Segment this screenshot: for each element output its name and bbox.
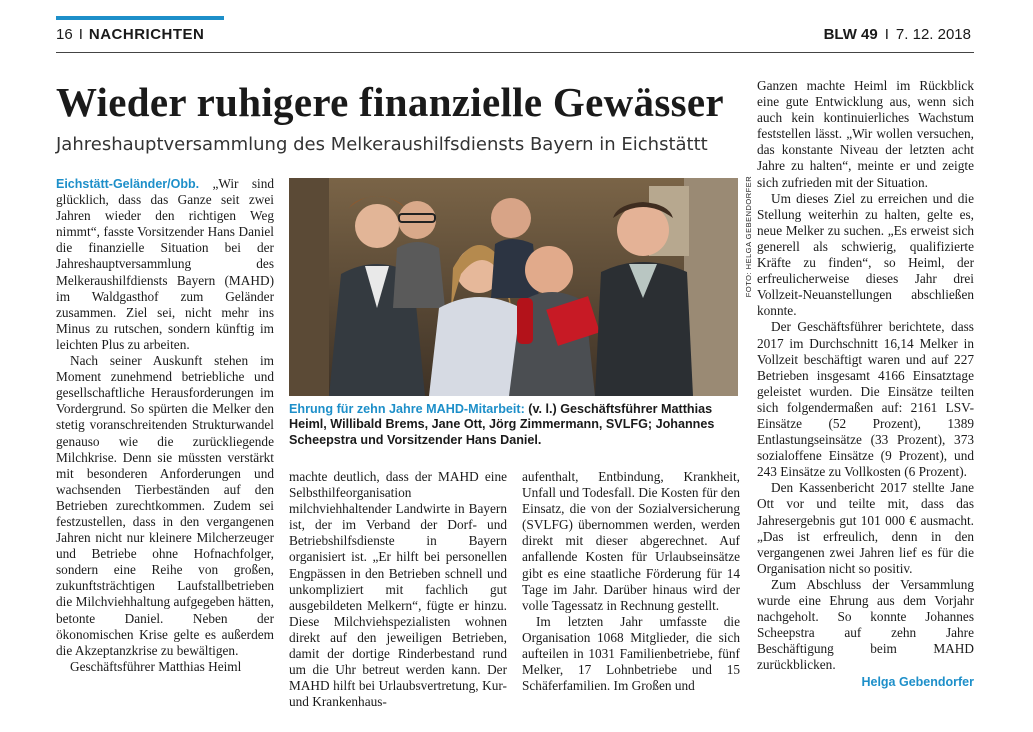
article-paragraph: Den Kassenbericht 2017 stellte Jane Ott vor und teilte mit, dass das Jahresergebnis gut 101 000 € ausmacht. „Das ist erfreulich, denn in den vergangenen zwei Jahren lief es für die Organisation nicht so positiv. (757, 480, 974, 576)
article-paragraph: Nach seiner Auskunft stehen im Moment zunehmend betriebliche und gesellschaftliche Herausforderungen im Vordergrund. So spürten die Melker den stetig voranschreitenden Strukturwandel genauso wie die zurückliegende Milchkrise. Denn sie müssten verstärkt mit besonderen Anforderungen und wachsenden Tierbeständen auf den Betrieben zurechtkommen. Zudem sei festzustellen, dass in den vergangenen Jahren nicht nur kleinere Milcherzeuger und Betriebe ohne Hofnachfolger, sondern eine Reihe von großen, zukunftsträchtigen Laufstallbetrieben die Milchviehhaltung aufgegeben hätten, betonte Daniel. Neben der ökonomischen Krise gelte es außerdem die Akzeptanzkrise zu bewältigen. (56, 353, 274, 658)
paragraph-text: „Wir sind glücklich, dass das Ganze seit zwei Jahren wieder den richtigen Weg nimmt“, fasste Vorsitzender Hans Daniel die finanzielle Situation bei der Jahreshauptversammlung des Melkeraushilfdiensts Bayern (MAHD) im Waldgasthof zum Geländer zusammen. Ziel sei, nicht mehr ins Minus zu rutschen, sondern künftig im leichten Plus zu arbeiten. (56, 176, 274, 352)
article-title: Wieder ruhigere finanzielle Gewässer (56, 79, 724, 125)
article-paragraph (56, 176, 274, 353)
article-paragraph: Um dieses Ziel zu erreichen und die Stellung weiterhin zu halten, gelte es, neue Melker zu suchen. „Es erweist sich generell als schwierig, qualifizierte Kräfte zu finden“, so Heiml, der erfreulicherweise dieses Jahr drei Vollzeit-Neuanstellungen abschließen konnte. (757, 190, 974, 319)
photo-caption (289, 402, 741, 448)
page-header-right (824, 26, 971, 43)
caption-lead: Ehrung für zehn Jahre MAHD-Mitarbeit: (289, 402, 525, 416)
article-paragraph: machte deutlich, dass der MAHD eine Selbsthilfeorganisation milchviehhaltender Landwirte in Bayern ist, der im Verband der Dorf- und Betriebshilfsdienste in Bayern organisiert ist. „Er hilft bei personellen Engpässen in den Betrieben schnell und unkompliziert mit fachlich gut ausgebildeten Melkern“, fügte er hinzu. Diese Milchviehspezialisten wohnen direkt auf den jeweiligen Betrieben, damit der dortige Rinderbestand rund um die Uhr betreut werden kann. Der MAHD hilft bei Urlaubsvertretung, Kur- und Krankenhaus- (289, 469, 507, 710)
article-paragraph: aufenthalt, Entbindung, Krankheit, Unfall und Todesfall. Die Kosten für den Einsatz, die von der Sozialversicherung (SVLFG) übernommen werden, werden direkt mit dieser abgerechnet. Auf anfallende Kosten für Urlaubseinsätze gibt es eine staatliche Förderung für 14 Tage im Jahr. Darüber hinaus wird der volle Tagessatz in Rechnung gestellt. (522, 469, 740, 613)
article-paragraph: Im letzten Jahr umfasste die Organisation 1068 Mitglieder, die sich aufteilen in 1031 Familienbetriebe, fünf Melker, 17 Lohnbetriebe und 15 Schäferfamilien. Im Großen und (522, 613, 740, 694)
text-column-4 (757, 78, 974, 691)
header-divider (56, 52, 974, 53)
dateline: Eichstätt-Geländer/Obb. (56, 177, 200, 191)
article-paragraph: Der Geschäftsführer berichtete, dass 2017 im Durchschnitt 16,14 Melker in Vollzeit beschäftigt waren und auf 227 Betrieben insgesamt 4166 Einsatztage geleistet wurden. Die Einsätze teilten sich folgendermaßen auf: 2161 LSV-Einsätze (52 Prozent), 1389 Entlastungseinsätze (33 Prozent), 373 sozialoffene Einsätze (9 Prozent), und 243 Einsätze zu Vollkosten (6 Prozent). (757, 319, 974, 480)
photo-credit (740, 175, 754, 300)
photo-credit-text: FOTO: HELGA GEBENDORFER (744, 175, 754, 298)
text-column-1 (56, 176, 274, 675)
header-separator-right: I (884, 26, 889, 43)
page-header-left (56, 26, 204, 43)
article-paragraph: Ganzen machte Heiml im Rückblick eine gute Entwicklung aus, wenn sich auch kein kontinuierliches Wachstum feststellen lässt. „Wir wollen versuchen, das konstante Niveau der letzten acht Jahre zu halten“, meinte er und zeigte sich zufrieden mit der Situation. (757, 78, 974, 190)
issue-date: 7. 12. 2018 (895, 26, 971, 43)
header-separator: I (78, 26, 83, 43)
section-name: NACHRICHTEN (88, 26, 205, 43)
text-column-2 (289, 469, 507, 710)
issue-number: BLW 49 (823, 26, 878, 43)
group-photo-illustration (289, 178, 738, 396)
page-number: 16 (56, 26, 73, 43)
article-paragraph: Geschäftsführer Matthias Heiml (70, 658, 242, 674)
article-paragraph: Zum Abschluss der Versammlung wurde eine Ehrung aus dem Vorjahr nachgeholt. So konnte Johannes Scheepstra auf zehn Jahre Beschäftigung beim MAHD zurückblicken. (757, 576, 974, 673)
caption-text: (v. l.) Geschäftsführer Matthias Heiml, Willibald Brems, Jane Ott, Jörg Zimmermann, SVLFG; Johannes Scheepstra und Vorsitzender Hans Daniel. (289, 402, 715, 447)
text-column-3 (522, 469, 740, 694)
article-subtitle: Jahreshauptversammlung des Melkeraushilfsdiensts Bayern in Eichstättt (56, 134, 708, 155)
article-photo (289, 178, 738, 396)
author-byline: Helga Gebendorfer (861, 675, 974, 690)
section-accent-bar (56, 16, 224, 20)
